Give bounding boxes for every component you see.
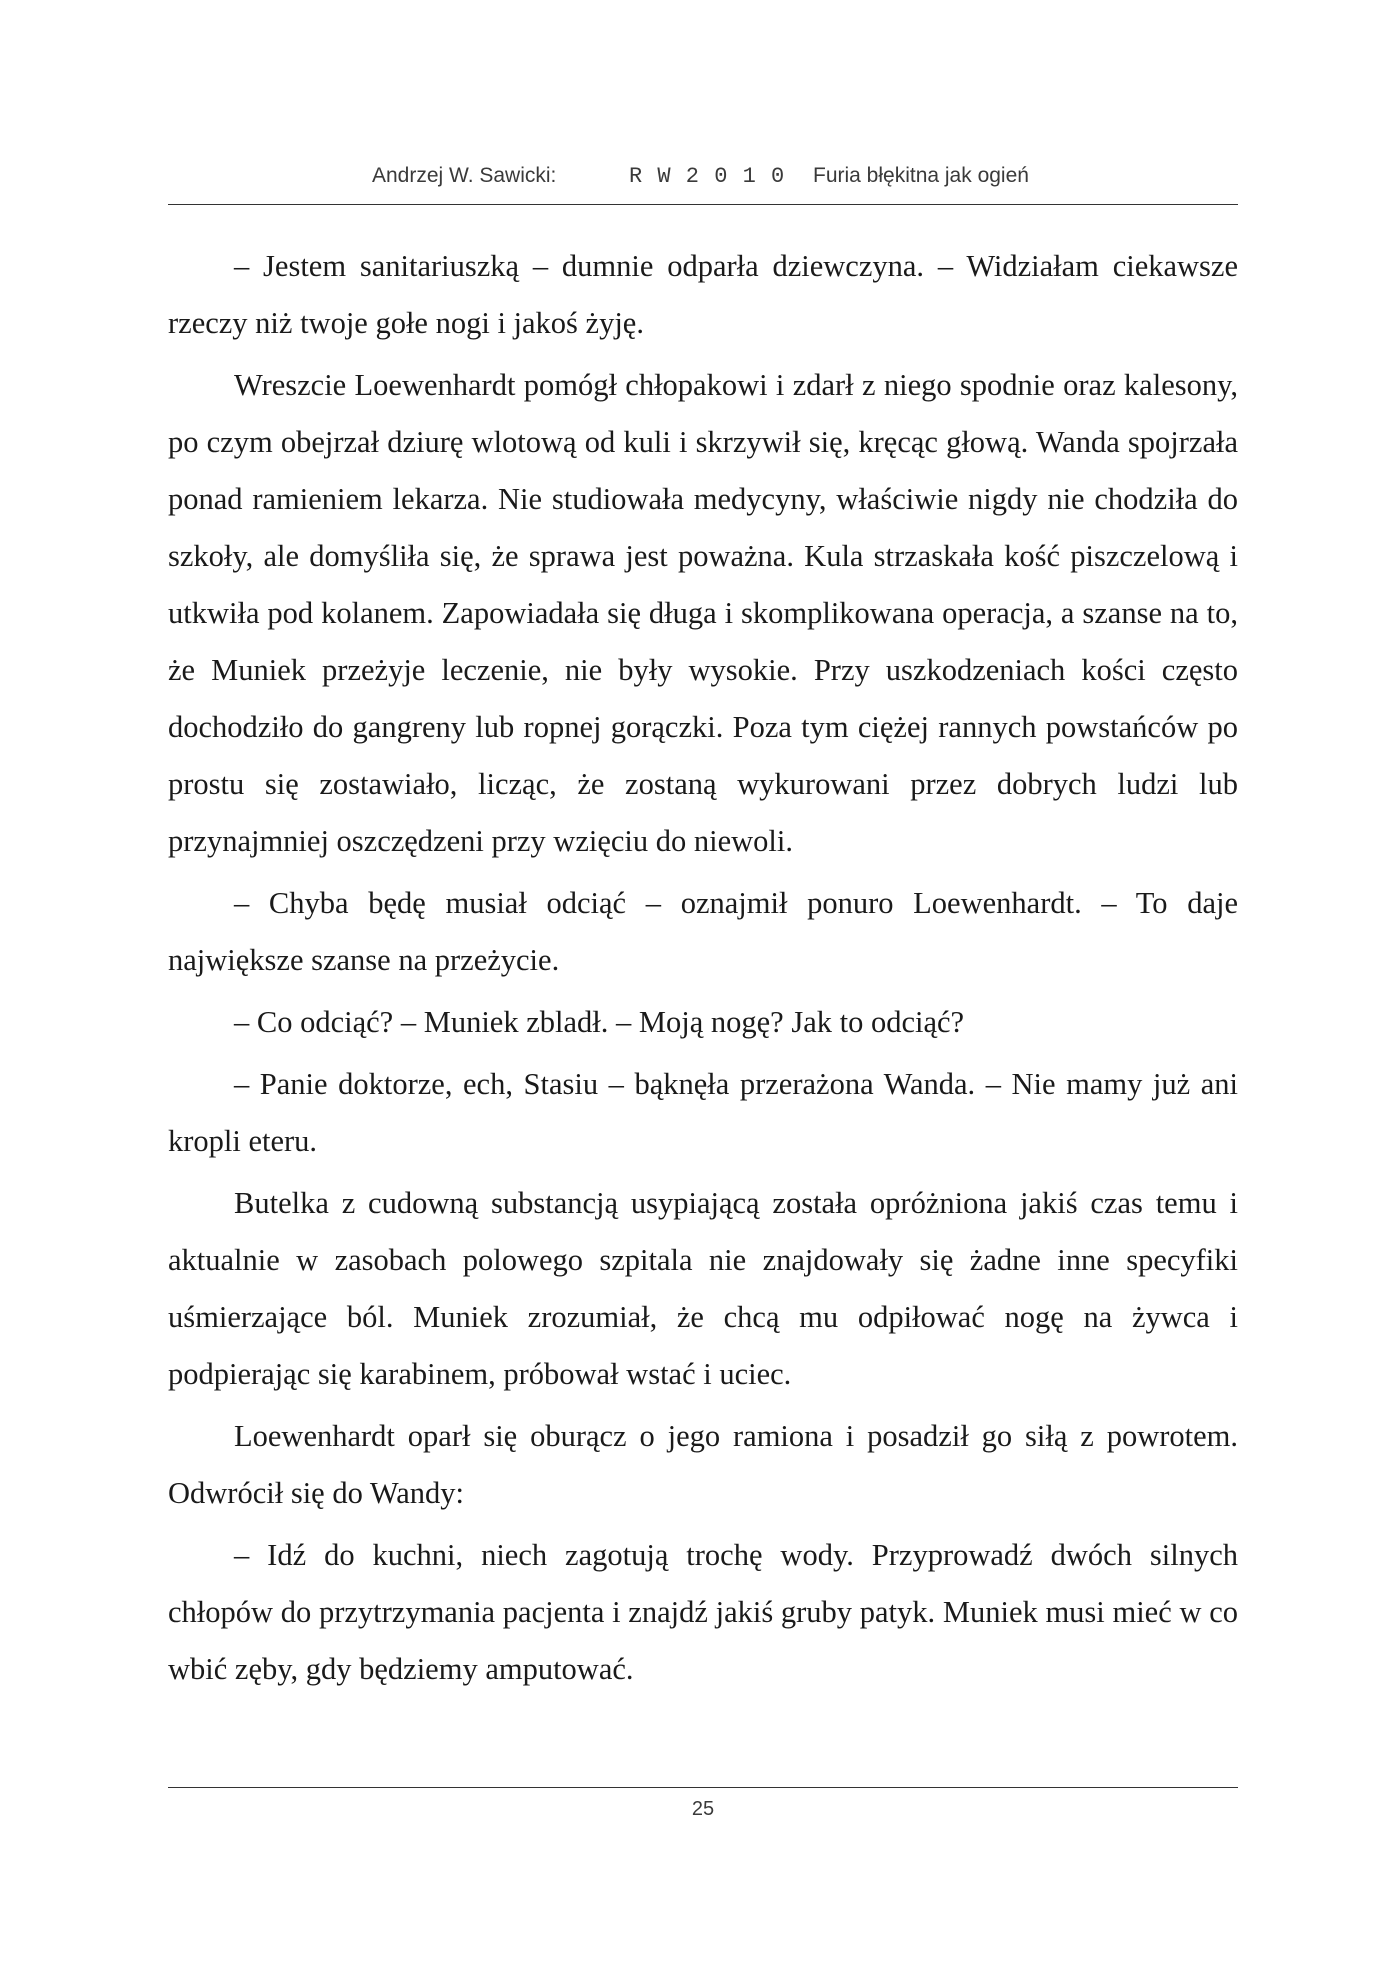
paragraph: Loewenhardt oparł się oburącz o jego ramiona i posadził go siłą z powrotem. Odwrócił się do Wandy: (168, 1419, 1238, 1510)
paragraph: Wreszcie Loewenhardt pomógł chłopakowi i zdarł z niego spodnie oraz kalesony, po czym obejrzał dziurę wlotową od kuli i skrzywił się, kręcąc głową. Wanda spojrzała ponad ramieniem lekarza. Nie studiowała medycyny, właściwie nigdy nie chodziła do szkoły, ale domyśliła się, że sprawa jest poważna. Kula strzaskała kość piszczelową i utkwiła pod kolanem. Zapowiadała się długa i skomplikowana operacja, a szanse na to, że Muniek przeżyje leczenie, nie były wysokie. Przy uszkodzeniach kości często dochodziło do gangreny lub ropnej gorączki. Poza tym ciężej rannych powstańców po prostu się zostawiało, licząc, że zostaną wykurowani przez dobrych ludzi lub przynajmniej oszczędzeni przy wzięciu do niewoli. (168, 368, 1238, 858)
running-header (168, 164, 1238, 194)
header-series: R W 2 0 1 0 (629, 164, 786, 189)
paragraph: – Jestem sanitariuszką – dumnie odparła dziewczyna. – Widziałam ciekawsze rzeczy niż twoje gołe nogi i jakoś żyję. (168, 249, 1238, 340)
page-number: 25 (691, 1798, 715, 1820)
header-divider (168, 204, 1238, 205)
paragraph: – Idź do kuchni, niech zagotują trochę wody. Przyprowadź dwóch silnych chłopów do przytrzymania pacjenta i znajdź jakiś gruby patyk. Muniek musi mieć w co wbić zęby, gdy będziemy amputować. (168, 1538, 1238, 1686)
paragraph: – Panie doktorze, ech, Stasiu – bąknęła przerażona Wanda. – Nie mamy już ani kropli eteru. (168, 1067, 1238, 1158)
footer-divider (168, 1787, 1238, 1788)
paragraph: Butelka z cudowną substancją usypiającą została opróżniona jakiś czas temu i aktualnie w zasobach polowego szpitala nie znajdowały się żadne inne specyfiki uśmierzające ból. Muniek zrozumiał, że chcą mu odpiłować nogę na żywca i podpierając się karabinem, próbował wstać i uciec. (168, 1186, 1238, 1391)
body-text (168, 238, 1238, 1703)
paragraph: – Chyba będę musiał odciąć – oznajmił ponuro Loewenhardt. – To daje największe szanse na przeżycie. (168, 886, 1238, 977)
header-book-title: Furia błękitna jak ogień (813, 164, 1029, 187)
paragraph: – Co odciąć? – Muniek zbladł. – Moją nogę? Jak to odciąć? (234, 1005, 965, 1039)
header-author: Andrzej W. Sawicki: (372, 164, 557, 187)
